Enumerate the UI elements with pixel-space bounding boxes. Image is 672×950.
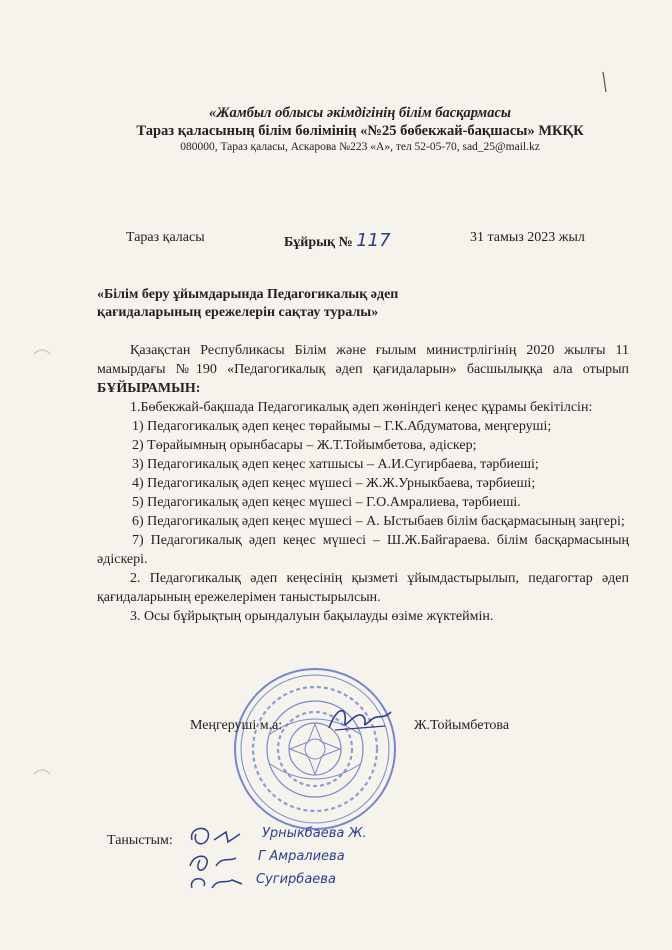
document-date: 31 тамыз 2023 жыл (470, 230, 585, 245)
item-3: 3. Осы бұйрықтың орындалуын бақылауды өзіме жүктеймін. (130, 609, 494, 624)
acknowledgement-initials (186, 822, 256, 894)
header-line-1: «Жамбыл облысы әкімдігінің білім басқармасы (209, 105, 511, 121)
order-label (284, 230, 391, 251)
item-1: 1.Бөбекжай-бақшада Педагогикалық әдеп жөніндегі кеңес құрамы бекітілсін: (130, 400, 593, 415)
official-stamp (230, 664, 400, 834)
signature-label: Меңгеруші м.а: (190, 718, 283, 733)
document-body (97, 341, 629, 626)
intro-text: Қазақстан Республикасы Білім және ғылым министрлігінің 2020 жылғы 11 мамырдағы №190 «Педагогикалық әдеп қағидаларын» басшылыққа ала отырып (97, 343, 629, 377)
punch-hole-mark (30, 340, 54, 364)
order-number: 117 (356, 230, 391, 251)
order-word: БҰЙЫРАМЫН: (97, 381, 201, 396)
header-line-2: Тараз қаласының білім бөлімінің «№25 бөбекжай-бақшасы» МКҚК (136, 123, 584, 139)
intro-paragraph (97, 341, 629, 398)
signature-name: Ж.Тойымбетова (414, 718, 510, 733)
member-4: 4) Педагогикалық әдеп кеңес мүшесі – Ж.Ж.Урныкбаева, тәрбиеші; (132, 476, 536, 491)
signer-1-handwriting: Урныкбаева Ж. (262, 826, 367, 841)
item-2: 2. Педагогикалық әдеп кеңесінің қызметі ұйымдастырылып, педагогтар әдеп қағидаларының ережелерімен таныстырылсын. (97, 571, 629, 605)
member-7: 7) Педагогикалық әдеп кеңес мүшесі – Ш.Ж.Байгараева. білім басқармасының әдіскері. (97, 533, 629, 567)
subject-line-1: «Білім беру ұйымдарында Педагогикалық әдеп (97, 287, 399, 302)
director-signature (325, 700, 395, 740)
document-city: Тараз қаласы (126, 230, 205, 245)
member-1: 1) Педагогикалық әдеп кеңес төрайымы – Г.К.Абдуматова, меңгеруші; (132, 419, 552, 434)
signer-3-handwriting: Сугирбаева (256, 872, 336, 887)
member-2: 2) Төрайымның орынбасары – Ж.Т.Тойымбетова, әдіскер; (132, 438, 477, 453)
member-6: 6) Педагогикалық әдеп кеңес мүшесі – А. Ыстыбаев білім басқармасының заңгері; (132, 514, 625, 529)
header-contacts: 080000, Тараз қаласы, Аскарова №223 «А», тел 52-05-70, sad_25@mail.kz (180, 141, 540, 153)
scan-mark (600, 70, 610, 94)
acknowledged-label: Таныстым: (107, 833, 173, 848)
document-subject (97, 286, 457, 322)
member-3: 3) Педагогикалық әдеп кеңес хатшысы – А.И.Сугирбаева, тәрбиеші; (132, 457, 539, 472)
order-label-text: Бұйрық № (284, 235, 353, 250)
punch-hole-mark (30, 760, 54, 784)
member-5: 5) Педагогикалық әдеп кеңес мүшесі – Г.О.Амралиева, тәрбиеші. (132, 495, 521, 510)
subject-line-2: қағидаларының ережелерін сақтау туралы» (97, 305, 379, 320)
signer-2-handwriting: Г Амралиева (258, 849, 345, 864)
